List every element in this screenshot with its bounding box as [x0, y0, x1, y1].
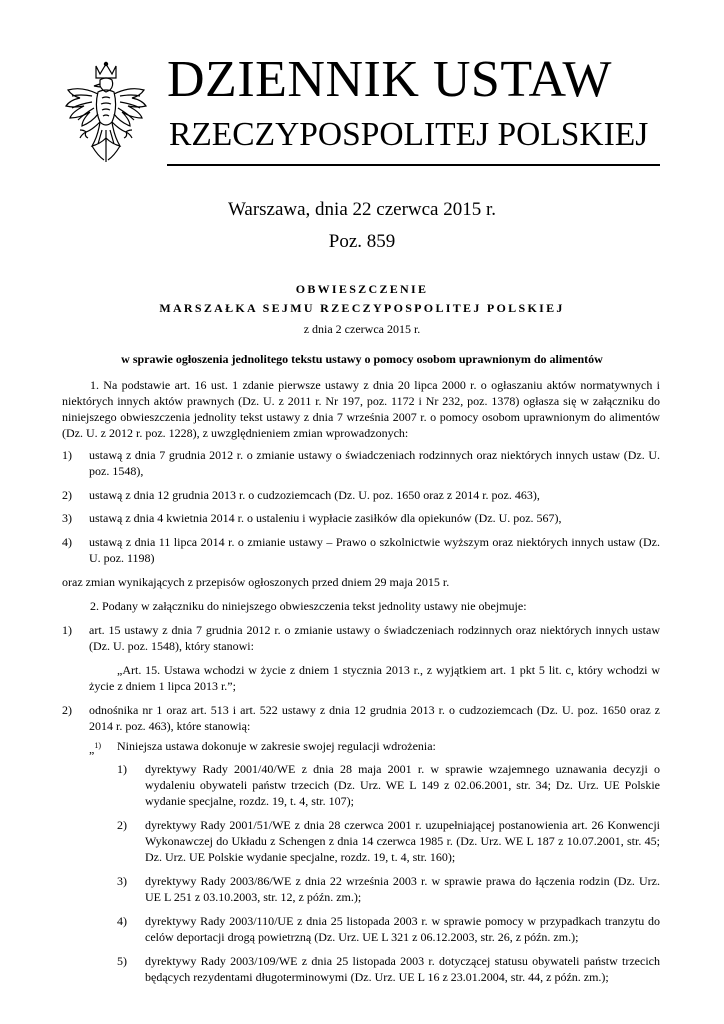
- list-item-number: 4): [62, 535, 72, 549]
- sub-item-text: dyrektywy Rady 2003/86/WE z dnia 22 września 2003 r. w sprawie prawa do łączenia rodzin (Dz. Urz. UE L 251 z 03.10.2003, str. 12, z późn. zm.);: [145, 874, 660, 904]
- list-item-number: 1): [62, 623, 72, 637]
- quoted-footnote-intro: Niniejsza ustawa dokonuje w zakresie swojej regulacji wdrożenia:: [117, 739, 436, 753]
- sub-item-number: 3): [117, 874, 127, 888]
- quoted-article: „Art. 15. Ustawa wchodzi w życie z dniem 1 stycznia 2013 r., z wyjątkiem art. 1 pkt 5 lit. c, który wchodzi w życie z dniem 1 lipca 2013 r.”;: [89, 663, 660, 693]
- sub-item-number: 5): [117, 954, 127, 968]
- dateline: Warszawa, dnia 22 czerwca 2015 r.: [227, 199, 497, 220]
- journal-subtitle: RZECZYPOSPOLITEJ POLSKIEJ: [169, 116, 649, 153]
- announcement-issuer: MARSZAŁKA SEJMU RZECZYPOSPOLITEJ POLSKIEJ: [159, 301, 565, 315]
- list-item-text: art. 15 ustawy z dnia 7 grudnia 2012 r. o zmianie ustawy o świadczeniach rodzinnych oraz niektórych innych ustaw (Dz. U. poz. 1548), który stanowi:: [89, 623, 660, 653]
- journal-title: DZIENNIK USTAW: [167, 51, 612, 108]
- paragraph-2-intro: 2. Podany w załączniku do niniejszego obwieszczenia tekst jednolity ustawy nie obejmuje:: [90, 599, 527, 613]
- announcement-heading: OBWIESZCZENIE: [295, 282, 429, 296]
- sub-item-number: 4): [117, 914, 127, 928]
- sub-item-text: dyrektywy Rady 2003/109/WE z dnia 25 listopada 2003 r. dotyczącej statusu obywateli państw trzecich będących rezydentami długoterminowymi (Dz. Urz. UE L 16 z 23.01.2004, str. 44, z późn. zm.);: [145, 954, 660, 984]
- footnote-marker: „$^{1)}$: [89, 741, 101, 756]
- sub-item-text: dyrektywy Rady 2001/51/WE z dnia 28 czerwca 2001 r. uzupełniającej postanowienia art. 26 Konwencji Wykonawczej do Układu z Schengen z dnia 14 czerwca 1985 r. (Dz. Urz. WE L 187 z 10.07.2001, str. 45; Dz. Urz. UE Polskie wydanie specjalne, rozdz. 19, t. 4, str. 160);: [145, 818, 660, 864]
- list-item-number: 1): [62, 448, 72, 462]
- sub-item-number: 1): [117, 762, 127, 776]
- list-item-text: odnośnika nr 1 oraz art. 513 i art. 522 ustawy z dnia 12 grudnia 2013 r. o cudzoziemcach (Dz. U. poz. 1650 oraz z 2014 r. poz. 463), które stanowią:: [89, 703, 660, 733]
- list-item-text: ustawą z dnia 7 grudnia 2012 r. o zmianie ustawy o świadczeniach rodzinnych oraz niektórych innych ustaw (Dz. U. poz. 1548),: [89, 448, 660, 478]
- polish-eagle-emblem: [62, 60, 150, 166]
- sub-item-number: 2): [117, 818, 127, 832]
- list-item-number: 2): [62, 703, 72, 717]
- sub-item-text: dyrektywy Rady 2003/110/UE z dnia 25 listopada 2003 r. w sprawie pomocy w przypadkach tranzytu do celów deportacji drogą powietrzną (Dz. Urz. UE L 321 z 06.12.2003, str. 26, z późn. zm.);: [145, 914, 660, 944]
- list-item-text: ustawą z dnia 11 lipca 2014 r. o zmianie ustawy – Prawo o szkolnictwie wyższym oraz niektórych innych ustaw (Dz. U. poz. 1198): [89, 535, 660, 565]
- list-item-text: ustawą z dnia 4 kwietnia 2014 r. o ustaleniu i wypłacie zasiłków dla opiekunów (Dz. U. poz. 567),: [89, 511, 562, 525]
- list-item-number: 3): [62, 511, 72, 525]
- announcement-subject: w sprawie ogłoszenia jednolitego tekstu ustawy o pomocy osobom uprawnionym do alimentów: [121, 352, 603, 366]
- header-rule: [167, 164, 660, 166]
- sub-item-text: dyrektywy Rady 2001/40/WE z dnia 28 maja 2001 r. w sprawie wzajemnego uznawania decyzji o wydaleniu obywateli państw trzecich (Dz. Urz. WE L 149 z 02.06.2001, str. 34; Dz. Urz. UE Polskie wydanie specjalne, rozdz. 19, t. 4, str. 107);: [145, 762, 660, 808]
- list-item-text: ustawą z dnia 12 grudnia 2013 r. o cudzoziemcach (Dz. U. poz. 1650 oraz z 2014 r. poz. 463),: [89, 488, 540, 502]
- list-item-number: 2): [62, 488, 72, 502]
- announcement-date: z dnia 2 czerwca 2015 r.: [303, 322, 421, 336]
- paragraph-1-intro: 1. Na podstawie art. 16 ust. 1 zdanie pierwsze ustawy z dnia 20 lipca 2000 r. o ogłaszaniu aktów normatywnych i niektórych innych aktów prawnych (Dz. U. z 2011 r. Nr 197, poz. 1172 i Nr 232, poz. 1378) ogłasza się w załączniku do niniejszego obwieszczenia jednolity tekst ustawy z dnia 7 września 2007 r. o pomocy osobom uprawnionym do alimentów (Dz. U. z 2012 r. poz. 1228), z uwzględnieniem zmian wprowadzonych:: [62, 378, 660, 440]
- position-number: Poz. 859: [328, 231, 396, 252]
- paragraph-1-closing: oraz zmian wynikających z przepisów ogłoszonych przed dniem 29 maja 2015 r.: [62, 575, 450, 589]
